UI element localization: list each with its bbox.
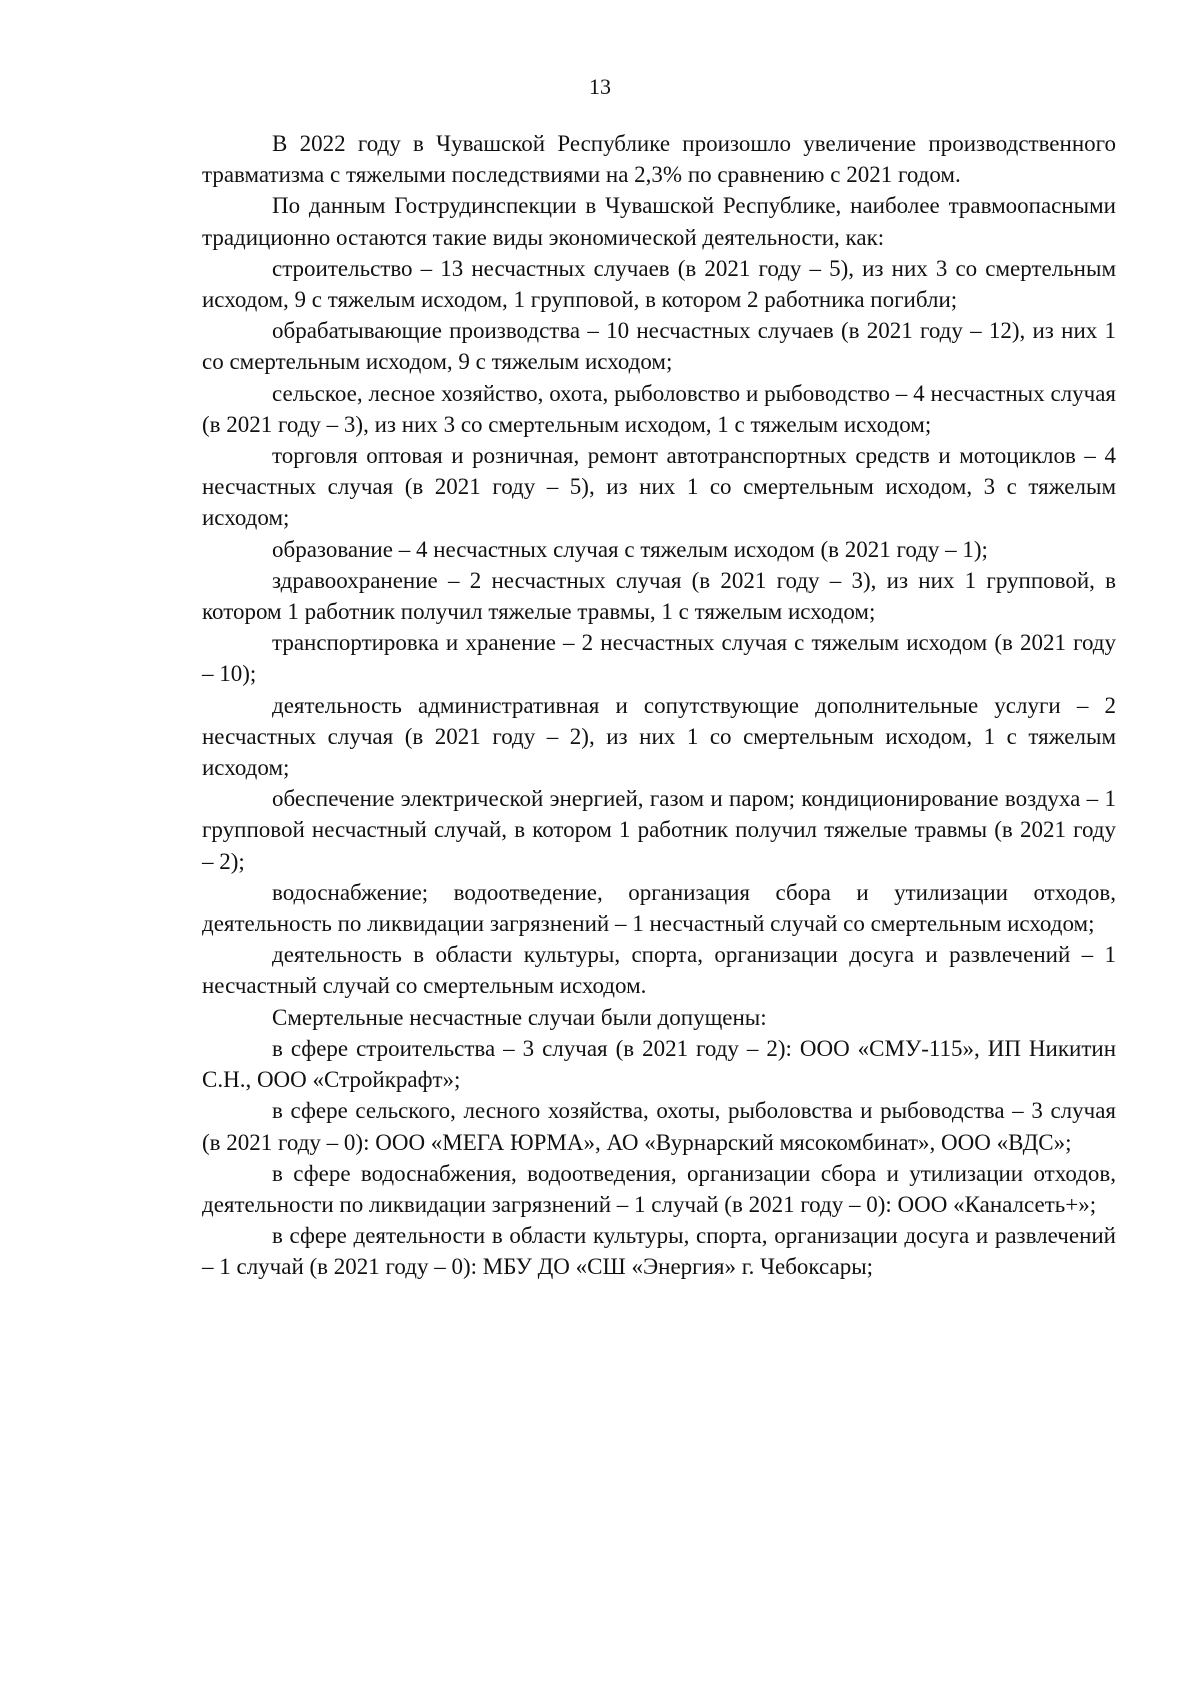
paragraph-manufacturing: обрабатывающие производства – 10 несчастных случаев (в 2021 году – 12), из них 1 со смертельным исходом, 9 с тяжелым исходом; [202, 318, 1116, 375]
paragraph-water-supply: водоснабжение; водоотведение, организация сбора и утилизации отходов, деятельность по ликвидации загрязнений – 1 несчастный случай со смертельным исходом; [202, 879, 1116, 937]
paragraph-administrative: деятельность административная и сопутствующие дополнительные услуги – 2 несчастных случая (в 2021 году – 2), из них 1 со смертельным исходом, 1 с тяжелым исходом; [202, 692, 1116, 781]
paragraph-trade: торговля оптовая и розничная, ремонт автотранспортных средств и мотоциклов – 4 несчастных случая (в 2021 году – 5), из них 1 со смертельным исходом, 3 с тяжелым исходом; [202, 443, 1116, 531]
paragraph-fatal-culture: в сфере деятельности в области культуры, спорта, организации досуга и развлечений – 1 случай (в 2021 году – 0): МБУ ДО «СШ «Энергия» г. Чебоксары; [202, 1223, 1116, 1280]
paragraph-transport: транспортировка и хранение – 2 несчастных случая с тяжелым исходом (в 2021 году – 10); [202, 630, 1116, 687]
page-number: 13 [589, 74, 611, 99]
paragraph-culture: деятельность в области культуры, спорта, организации досуга и развлечений – 1 несчастный случай со смертельным исходом. [202, 942, 1116, 999]
paragraph-energy: обеспечение электрической энергией, газом и паром; кондиционирование воздуха – 1 групповой несчастный случай, в котором 1 работник получил тяжелые травмы (в 2021 году – 2); [202, 786, 1116, 874]
paragraph-agriculture: сельское, лесное хозяйство, охота, рыболовство и рыбоводство – 4 несчастных случая (в 2021 году – 3), из них 3 со смертельным исходом, 1 с тяжелым исходом; [202, 380, 1116, 437]
paragraph-construction: строительство – 13 несчастных случаев (в 2021 году – 5), из них 3 со смертельным исходом, 9 с тяжелым исходом, 1 групповой, в котором 2 работника погибли; [202, 255, 1116, 313]
body-text [202, 128, 1116, 1283]
paragraph-fatal-water-supply: в сфере водоснабжения, водоотведения, организации сбора и утилизации отходов, деятельности по ликвидации загрязнений – 1 случай (в 2021 году – 0): ООО «Каналсеть+»; [202, 1160, 1116, 1217]
paragraph-fatal-construction: в сфере строительства – 3 случая (в 2021 году – 2): ООО «СМУ-115», ИП Никитин С.Н., ООО «Стройкрафт»; [202, 1035, 1116, 1093]
paragraph-fatal-agriculture: в сфере сельского, лесного хозяйства, охоты, рыболовства и рыбоводства – 3 случая (в 2021 году – 0): ООО «МЕГА ЮРМА», АО «Вурнарский мясокомбинат», ООО «ВДС»; [202, 1098, 1116, 1155]
paragraph-education: образование – 4 несчастных случая с тяжелым исходом (в 2021 году – 1); [272, 536, 988, 562]
paragraph-intro: В 2022 году в Чувашской Республике произошло увеличение производственного травматизма с тяжелыми последствиями на 2,3% по сравнению с 2021 годом. [202, 131, 1116, 188]
paragraph-fatal-heading: Смертельные несчастные случаи были допущены: [272, 1004, 767, 1030]
paragraph-inspection-data: По данным Гострудинспекции в Чувашской Республике, наиболее травмоопасными традиционно остаются такие виды экономической деятельности, как: [202, 193, 1116, 250]
paragraph-healthcare: здравоохранение – 2 несчастных случая (в 2021 году – 3), из них 1 групповой, в котором 1 работник получил тяжелые травмы, 1 с тяжелым исходом; [202, 567, 1116, 625]
